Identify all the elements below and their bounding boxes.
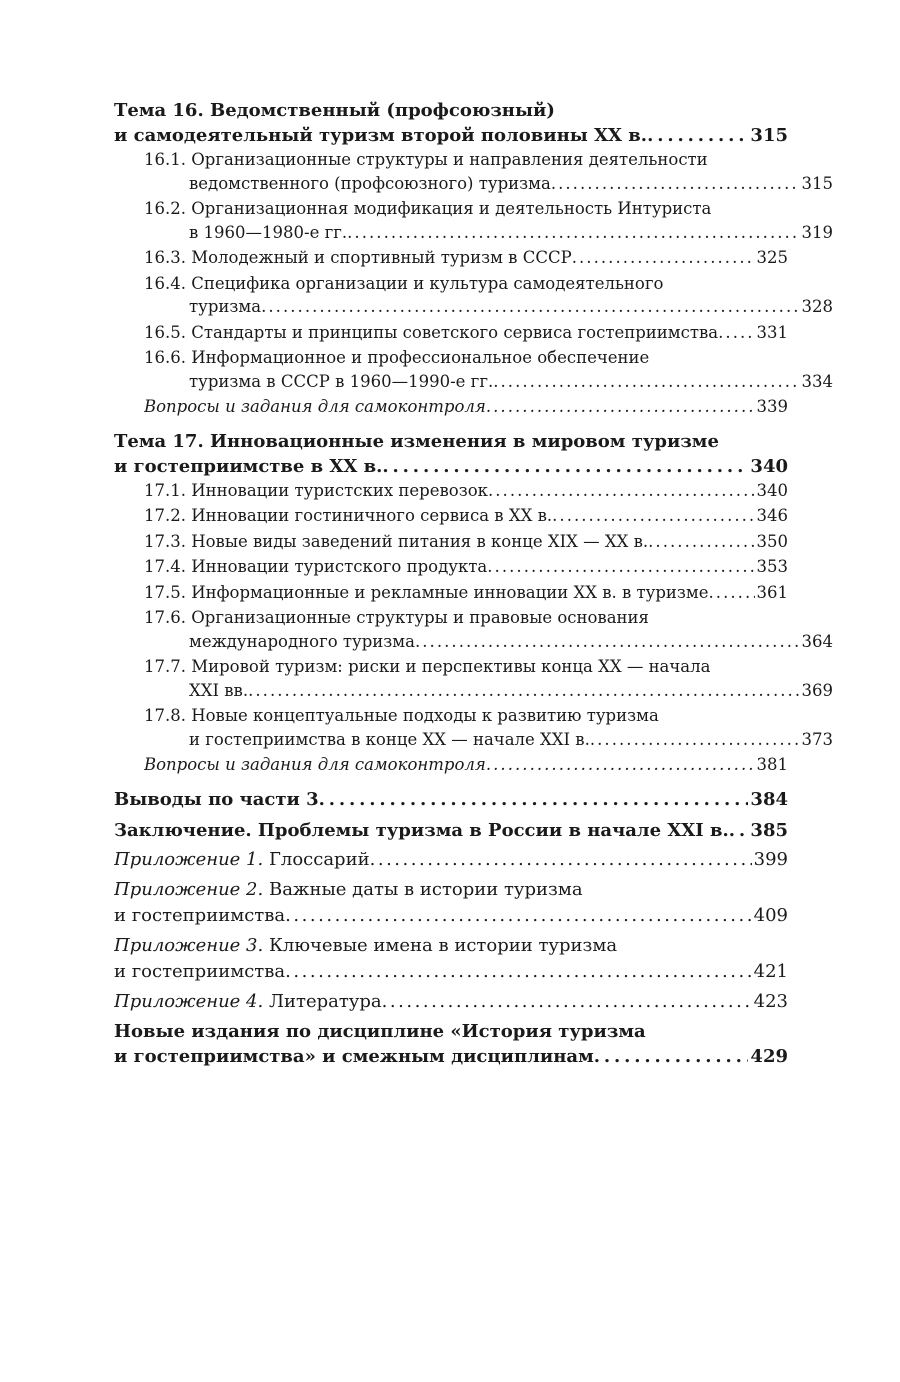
page-number: 384 bbox=[750, 788, 788, 810]
toc-item: 17.1. Инновации туристских перевозок . . . 340 bbox=[144, 479, 788, 503]
toc-item: 16.4. Специфика организации и культура самодеятельного туризма . . . 328 bbox=[144, 272, 788, 319]
leader-dots bbox=[261, 295, 799, 319]
page-number: 315 bbox=[750, 125, 788, 146]
toc-conclusions: Выводы по части 3 . . . 384 bbox=[114, 785, 788, 815]
leader-dots bbox=[552, 504, 754, 528]
toc-item: 16.1. Организационные структуры и направления деятельности ведомственного (профсоюзного) туризма . . . 315 bbox=[144, 148, 788, 195]
leader-dots bbox=[285, 903, 752, 929]
toc-topic-title: Тема 17. Инновационные изменения в мировом туризме bbox=[114, 430, 719, 452]
leader-dots bbox=[493, 370, 799, 394]
page-number: 346 bbox=[756, 506, 788, 525]
page-number: 399 bbox=[753, 848, 788, 870]
toc-appendix: Приложение 2. Важные даты в истории туризма и гостеприимства . . . 409 bbox=[114, 877, 788, 929]
leader-dots bbox=[709, 581, 755, 605]
leader-dots bbox=[647, 123, 748, 148]
page-number: 315 bbox=[801, 173, 833, 193]
toc-topic-title-cont: и самодеятельный туризм второй половины XX в. . . . 315 bbox=[114, 123, 788, 148]
table-of-contents bbox=[114, 98, 833, 1069]
toc-topic-title-cont: и гостеприимстве в XX в. . . . 340 bbox=[114, 454, 788, 479]
toc-section-list bbox=[114, 479, 833, 777]
page-number: 381 bbox=[756, 755, 788, 774]
toc-item: 17.4. Инновации туристского продукта . . . 353 bbox=[144, 555, 788, 579]
leader-dots bbox=[590, 728, 800, 752]
toc-item: 17.3. Новые виды заведений питания в конце XIX — XX в. . . . 350 bbox=[144, 530, 788, 554]
leader-dots bbox=[285, 959, 752, 985]
leader-dots bbox=[594, 1044, 749, 1069]
leader-dots bbox=[718, 321, 754, 345]
leader-dots bbox=[488, 479, 755, 503]
page-number: 328 bbox=[801, 297, 833, 316]
page-number: 340 bbox=[750, 455, 788, 477]
leader-dots bbox=[382, 454, 748, 479]
toc-item: 17.6. Организационные структуры и правовые основания международного туризма . . . 364 bbox=[144, 606, 788, 653]
leader-dots bbox=[248, 679, 799, 703]
page-number: 319 bbox=[801, 222, 833, 242]
toc-item: 16.6. Информационное и профессиональное обеспечение туризма в СССР в 1960—1990-е гг. . . . 334 bbox=[144, 346, 788, 393]
page-number: 421 bbox=[753, 960, 788, 982]
page-number: 369 bbox=[801, 680, 833, 700]
toc-item: 16.5. Стандарты и принципы советского сервиса гостеприимства . . . 331 bbox=[144, 321, 788, 345]
page-number: 373 bbox=[801, 729, 833, 749]
page-number: 364 bbox=[801, 631, 833, 651]
toc-item: 17.2. Инновации гостиничного сервиса в XX в. . . . 346 bbox=[144, 504, 788, 528]
toc-item: 17.8. Новые концептуальные подходы к развитию туризма и гостеприимства в конце XX — начале XXI в. . . . 373 bbox=[144, 704, 788, 751]
page-number: 361 bbox=[756, 582, 788, 602]
leader-dots bbox=[487, 555, 754, 579]
leader-dots bbox=[486, 753, 755, 777]
leader-dots bbox=[729, 815, 749, 847]
page-number: 340 bbox=[756, 480, 788, 500]
toc-item: 17.7. Мировой туризм: риски и перспективы конца XX — начала XXI вв. . . . 369 bbox=[144, 655, 788, 702]
toc-final: Заключение. Проблемы туризма в России в начале XXI в. . . . 385 bbox=[114, 815, 788, 847]
leader-dots bbox=[370, 847, 752, 873]
toc-new-editions: Новые издания по дисциплине «История туризма и гостеприимства» и смежным дисциплинам . . . 429 bbox=[114, 1019, 788, 1069]
toc-item: 16.2. Организационная модификация и деятельность Интуриста в 1960—1980-е гг. . . . 319 bbox=[144, 197, 788, 244]
page-number: 353 bbox=[756, 557, 788, 576]
toc-appendices bbox=[114, 847, 788, 1015]
page-number: 409 bbox=[753, 904, 788, 926]
leader-dots bbox=[551, 172, 800, 196]
leader-dots bbox=[319, 785, 749, 815]
toc-item: 16.3. Молодежный и спортивный туризм в СССР . . . 325 bbox=[144, 246, 788, 270]
leader-dots bbox=[382, 989, 752, 1015]
toc-item: 17.5. Информационные и рекламные инновации XX в. в туризме . . . 361 bbox=[144, 581, 788, 605]
page-number: 331 bbox=[756, 322, 788, 342]
toc-questions: Вопросы и задания для самоконтроля . . . 339 bbox=[144, 395, 788, 419]
toc-appendix: Приложение 4. Литература . . . 423 bbox=[114, 989, 788, 1015]
leader-dots bbox=[572, 246, 755, 270]
toc-topic-16 bbox=[114, 98, 788, 148]
leader-dots bbox=[648, 530, 754, 554]
page-number: 429 bbox=[750, 1045, 788, 1067]
page-number: 339 bbox=[756, 397, 788, 416]
toc-questions: Вопросы и задания для самоконтроля . . . 381 bbox=[144, 753, 788, 777]
leader-dots bbox=[486, 395, 755, 419]
page-number: 325 bbox=[756, 248, 788, 267]
toc-topic-17 bbox=[114, 429, 788, 479]
page-number: 334 bbox=[801, 371, 833, 391]
page-number: 423 bbox=[753, 990, 788, 1012]
toc-section-list bbox=[114, 148, 833, 419]
page-number: 385 bbox=[750, 819, 788, 841]
leader-dots bbox=[347, 221, 799, 245]
toc-appendix: Приложение 3. Ключевые имена в истории туризма и гостеприимства . . . 421 bbox=[114, 933, 788, 985]
page-number: 350 bbox=[756, 531, 788, 551]
toc-topic-title: Тема 16. Ведомственный (профсоюзный) bbox=[114, 100, 555, 121]
toc-appendix: Приложение 1. Глоссарий . . . 399 bbox=[114, 847, 788, 873]
leader-dots bbox=[415, 630, 800, 654]
